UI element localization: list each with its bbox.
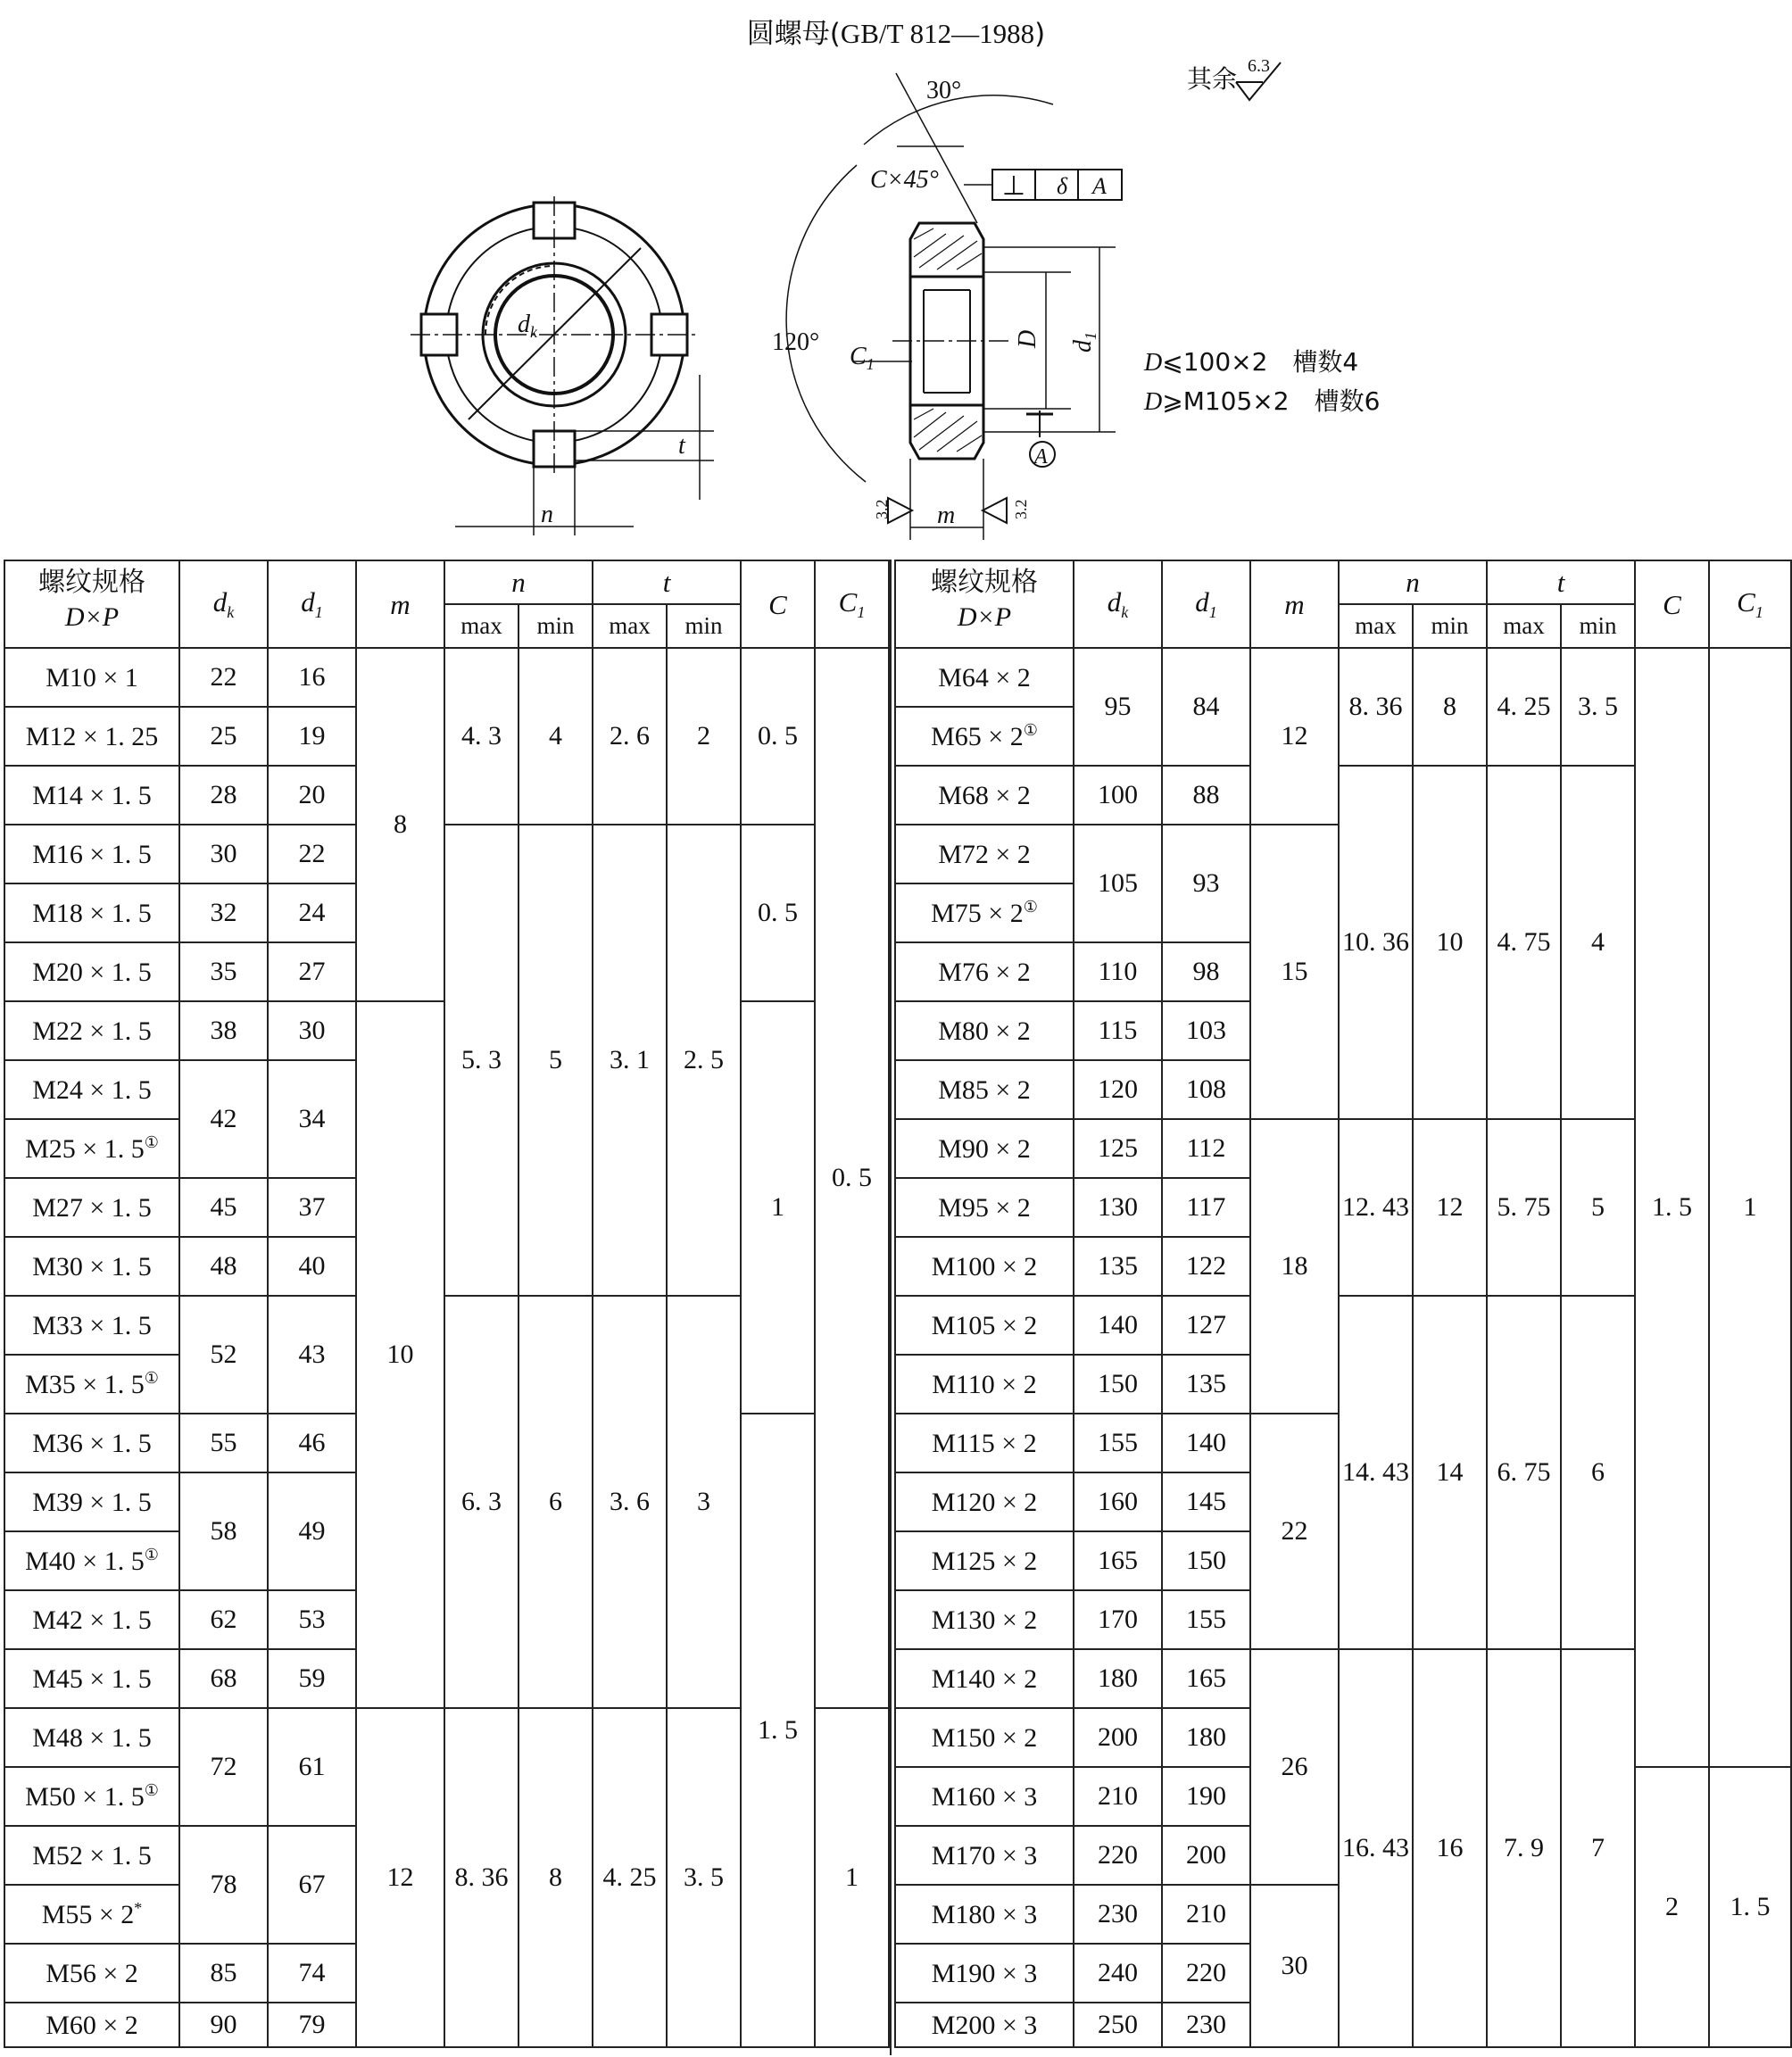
table-cell: 15 bbox=[1250, 825, 1339, 1119]
table-cell: 105 bbox=[1074, 825, 1162, 942]
table-cell: 165 bbox=[1162, 1649, 1250, 1708]
m-label: m bbox=[937, 502, 956, 529]
angle-30-label: 30° bbox=[926, 77, 962, 104]
n-label: n bbox=[541, 501, 553, 528]
table-cell: 98 bbox=[1162, 942, 1250, 1001]
table-cell: 5. 3 bbox=[444, 825, 519, 1296]
table-cell: M36 × 1. 5 bbox=[4, 1414, 179, 1472]
table-cell: 90 bbox=[179, 2003, 268, 2047]
table-cell: 62 bbox=[179, 1590, 268, 1649]
table-cell: 35 bbox=[179, 942, 268, 1001]
table-cell: M60 × 2 bbox=[4, 2003, 179, 2047]
table-cell: 103 bbox=[1162, 1001, 1250, 1060]
header-C1: $C_1$ bbox=[1709, 560, 1791, 648]
table-cell: 14. 43 bbox=[1339, 1296, 1413, 1649]
header-n: n bbox=[1339, 560, 1487, 604]
table-cell: 85 bbox=[179, 1944, 268, 2003]
table-cell: 122 bbox=[1162, 1237, 1250, 1296]
table-cell: 12. 43 bbox=[1339, 1119, 1413, 1296]
table-cell: 6. 75 bbox=[1487, 1296, 1561, 1649]
table-cell: 0. 5 bbox=[815, 648, 889, 1708]
table-cell: 49 bbox=[268, 1472, 356, 1590]
spec-table-right bbox=[894, 560, 1792, 2048]
note-slots-6: D⩾M105×2 槽数6 bbox=[1144, 386, 1381, 416]
c1-label: $C_1$ bbox=[850, 343, 875, 373]
table-cell: 140 bbox=[1162, 1414, 1250, 1472]
header-n-min: min bbox=[1413, 604, 1487, 648]
table-cell: 1 bbox=[815, 1708, 889, 2047]
roughness-right: 3.2 bbox=[1012, 499, 1030, 519]
table-cell: 135 bbox=[1162, 1355, 1250, 1414]
header-dk: $d_k$ bbox=[1074, 560, 1162, 648]
spec-table-left bbox=[4, 560, 890, 2048]
table-cell: M150 × 2 bbox=[895, 1708, 1074, 1767]
table-cell: 3. 5 bbox=[667, 1708, 741, 2047]
table-cell: 95 bbox=[1074, 648, 1162, 766]
table-cell: 16 bbox=[268, 648, 356, 707]
header-spec: 螺纹规格 D×P bbox=[895, 560, 1074, 648]
table-cell: 112 bbox=[1162, 1119, 1250, 1178]
table-cell: 30 bbox=[1250, 1885, 1339, 2047]
table-cell: 125 bbox=[1074, 1119, 1162, 1178]
table-cell: 180 bbox=[1162, 1708, 1250, 1767]
table-cell: 45 bbox=[179, 1178, 268, 1237]
table-cell: 78 bbox=[179, 1826, 268, 1944]
table-cell: 0. 5 bbox=[741, 825, 815, 1001]
table-cell: 79 bbox=[268, 2003, 356, 2047]
table-cell: 4 bbox=[519, 648, 593, 825]
table-cell: 6 bbox=[1561, 1296, 1635, 1649]
table-cell: 1. 5 bbox=[1635, 648, 1709, 1767]
table-cell: 12 bbox=[356, 1708, 444, 2047]
table-cell: 240 bbox=[1074, 1944, 1162, 2003]
header-t: t bbox=[593, 560, 741, 604]
table-cell: M25 × 1. 5① bbox=[4, 1119, 179, 1178]
table-cell: M50 × 1. 5① bbox=[4, 1767, 179, 1826]
table-cell: 53 bbox=[268, 1590, 356, 1649]
table-cell: 20 bbox=[268, 766, 356, 825]
table-cell: 155 bbox=[1162, 1590, 1250, 1649]
table-cell: 160 bbox=[1074, 1472, 1162, 1531]
table-cell: M30 × 1. 5 bbox=[4, 1237, 179, 1296]
table-cell: 10. 36 bbox=[1339, 766, 1413, 1119]
table-cell: 2 bbox=[667, 648, 741, 825]
table-cell: 72 bbox=[179, 1708, 268, 1826]
table-cell: 6. 3 bbox=[444, 1296, 519, 1708]
datum-label: A bbox=[1034, 445, 1048, 469]
table-cell: 22 bbox=[179, 648, 268, 707]
table-cell: M40 × 1. 5① bbox=[4, 1531, 179, 1590]
table-cell: 8 bbox=[356, 648, 444, 1001]
table-cell: 10 bbox=[356, 1001, 444, 1708]
table-cell: M27 × 1. 5 bbox=[4, 1178, 179, 1237]
table-cell: 4. 25 bbox=[1487, 648, 1561, 766]
table-cell: M48 × 1. 5 bbox=[4, 1708, 179, 1767]
table-cell: M35 × 1. 5① bbox=[4, 1355, 179, 1414]
table-cell: 200 bbox=[1162, 1826, 1250, 1885]
table-cell: 88 bbox=[1162, 766, 1250, 825]
table-cell: 200 bbox=[1074, 1708, 1162, 1767]
table-cell: 93 bbox=[1162, 825, 1250, 942]
table-cell: 1. 5 bbox=[741, 1414, 815, 2047]
table-cell: 26 bbox=[1250, 1649, 1339, 1885]
table-cell: 180 bbox=[1074, 1649, 1162, 1708]
table-cell: M52 × 1. 5 bbox=[4, 1826, 179, 1885]
table-cell: 16 bbox=[1413, 1649, 1487, 2047]
note-slots-4: D⩽100×2 槽数4 bbox=[1144, 347, 1359, 377]
table-cell: 84 bbox=[1162, 648, 1250, 766]
table-cell: 37 bbox=[268, 1178, 356, 1237]
table-cell: M18 × 1. 5 bbox=[4, 883, 179, 942]
table-cell: 30 bbox=[268, 1001, 356, 1060]
table-cell: M16 × 1. 5 bbox=[4, 825, 179, 883]
table-cell: 27 bbox=[268, 942, 356, 1001]
table-cell: 43 bbox=[268, 1296, 356, 1414]
table-cell: M125 × 2 bbox=[895, 1531, 1074, 1590]
table-cell: M45 × 1. 5 bbox=[4, 1649, 179, 1708]
front-view bbox=[411, 196, 714, 535]
header-m: m bbox=[356, 560, 444, 648]
table-cell: M85 × 2 bbox=[895, 1060, 1074, 1119]
table-cell: 67 bbox=[268, 1826, 356, 1944]
table-cell: 2 bbox=[1635, 1767, 1709, 2047]
table-cell: M33 × 1. 5 bbox=[4, 1296, 179, 1355]
table-cell: M76 × 2 bbox=[895, 942, 1074, 1001]
table-cell: 8. 36 bbox=[1339, 648, 1413, 766]
table-cell: 68 bbox=[179, 1649, 268, 1708]
table-cell: 34 bbox=[268, 1060, 356, 1178]
header-m: m bbox=[1250, 560, 1339, 648]
table-cell: 2. 5 bbox=[667, 825, 741, 1296]
header-t-max: max bbox=[593, 604, 667, 648]
table-cell: 127 bbox=[1162, 1296, 1250, 1355]
table-cell: 5 bbox=[1561, 1119, 1635, 1296]
table-cell: M56 × 2 bbox=[4, 1944, 179, 2003]
table-cell: M24 × 1. 5 bbox=[4, 1060, 179, 1119]
table-cell: 55 bbox=[179, 1414, 268, 1472]
table-cell: M140 × 2 bbox=[895, 1649, 1074, 1708]
tol-value: δ bbox=[1056, 173, 1068, 199]
table-cell: 0. 5 bbox=[741, 648, 815, 825]
header-n: n bbox=[444, 560, 593, 604]
table-cell: M72 × 2 bbox=[895, 825, 1074, 883]
table-cell: 110 bbox=[1074, 942, 1162, 1001]
table-cell: 6 bbox=[519, 1296, 593, 1708]
table-cell: 16. 43 bbox=[1339, 1649, 1413, 2047]
table-cell: 4. 75 bbox=[1487, 766, 1561, 1119]
table-cell: M39 × 1. 5 bbox=[4, 1472, 179, 1531]
table-cell: M12 × 1. 25 bbox=[4, 707, 179, 766]
table-cell: 28 bbox=[179, 766, 268, 825]
header-t: t bbox=[1487, 560, 1635, 604]
table-cell: M200 × 3 bbox=[895, 2003, 1074, 2047]
table-cell: 3. 5 bbox=[1561, 648, 1635, 766]
table-cell: 8 bbox=[519, 1708, 593, 2047]
table-cell: M120 × 2 bbox=[895, 1472, 1074, 1531]
table-cell: M55 × 2* bbox=[4, 1885, 179, 1944]
header-d1: $d_1$ bbox=[1162, 560, 1250, 648]
table-cell: M80 × 2 bbox=[895, 1001, 1074, 1060]
table-cell: 150 bbox=[1074, 1355, 1162, 1414]
table-cell: 8. 36 bbox=[444, 1708, 519, 2047]
table-cell: 38 bbox=[179, 1001, 268, 1060]
table-cell: M10 × 1 bbox=[4, 648, 179, 707]
table-cell: M90 × 2 bbox=[895, 1119, 1074, 1178]
table-cell: 210 bbox=[1074, 1767, 1162, 1826]
table-cell: 2. 6 bbox=[593, 648, 667, 825]
table-cell: 170 bbox=[1074, 1590, 1162, 1649]
table-cell: 230 bbox=[1162, 2003, 1250, 2047]
table-cell: 22 bbox=[1250, 1414, 1339, 1649]
header-d1: $d_1$ bbox=[268, 560, 356, 648]
table-cell: M65 × 2① bbox=[895, 707, 1074, 766]
page-title: 圆螺母(GB/T 812—1988) bbox=[746, 18, 1046, 50]
table-cell: 18 bbox=[1250, 1119, 1339, 1414]
header-t-min: min bbox=[667, 604, 741, 648]
table-cell: M14 × 1. 5 bbox=[4, 766, 179, 825]
table-cell: 120 bbox=[1074, 1060, 1162, 1119]
tol-datum: A bbox=[1092, 173, 1107, 199]
table-cell: M115 × 2 bbox=[895, 1414, 1074, 1472]
d1-dim-label: $d_1$ bbox=[1069, 332, 1099, 353]
table-cell: 12 bbox=[1250, 648, 1339, 825]
D-dim-label: D bbox=[1014, 329, 1041, 348]
table-cell: 145 bbox=[1162, 1472, 1250, 1531]
table-cell: 230 bbox=[1074, 1885, 1162, 1944]
table-cell: M130 × 2 bbox=[895, 1590, 1074, 1649]
table-cell: 22 bbox=[268, 825, 356, 883]
table-cell: M42 × 1. 5 bbox=[4, 1590, 179, 1649]
table-cell: M75 × 2① bbox=[895, 883, 1074, 942]
chamfer-label: C×45° bbox=[870, 166, 939, 194]
table-cell: 1 bbox=[741, 1001, 815, 1414]
table-cell: M180 × 3 bbox=[895, 1885, 1074, 1944]
table-cell: 30 bbox=[179, 825, 268, 883]
table-cell: 46 bbox=[268, 1414, 356, 1472]
table-cell: M110 × 2 bbox=[895, 1355, 1074, 1414]
table-cell: 190 bbox=[1162, 1767, 1250, 1826]
table-cell: 4. 3 bbox=[444, 648, 519, 825]
table-cell: M170 × 3 bbox=[895, 1826, 1074, 1885]
round-nut-drawing bbox=[0, 0, 1792, 558]
table-cell: 108 bbox=[1162, 1060, 1250, 1119]
table-cell: 155 bbox=[1074, 1414, 1162, 1472]
header-spec: 螺纹规格 D×P bbox=[4, 560, 179, 648]
header-n-max: max bbox=[1339, 604, 1413, 648]
table-cell: 8 bbox=[1413, 648, 1487, 766]
header-dk: $d_k$ bbox=[179, 560, 268, 648]
roughness-left: 3.2 bbox=[873, 499, 891, 519]
table-cell: 3. 1 bbox=[593, 825, 667, 1296]
table-cell: 25 bbox=[179, 707, 268, 766]
table-cell: M64 × 2 bbox=[895, 648, 1074, 707]
table-cell: M105 × 2 bbox=[895, 1296, 1074, 1355]
header-n-max: max bbox=[444, 604, 519, 648]
header-n-min: min bbox=[519, 604, 593, 648]
table-cell: 140 bbox=[1074, 1296, 1162, 1355]
table-cell: 42 bbox=[179, 1060, 268, 1178]
table-cell: 19 bbox=[268, 707, 356, 766]
roughness-value: 6.3 bbox=[1248, 56, 1270, 76]
table-separator bbox=[890, 560, 892, 2055]
header-t-max: max bbox=[1487, 604, 1561, 648]
table-cell: 48 bbox=[179, 1237, 268, 1296]
angle-120-label: 120° bbox=[772, 328, 820, 356]
table-cell: 220 bbox=[1074, 1826, 1162, 1885]
header-t-min: min bbox=[1561, 604, 1635, 648]
roughness-label: 其余 bbox=[1187, 64, 1238, 94]
table-cell: 220 bbox=[1162, 1944, 1250, 2003]
table-cell: 10 bbox=[1413, 766, 1487, 1119]
table-cell: M160 × 3 bbox=[895, 1767, 1074, 1826]
table-cell: 7. 9 bbox=[1487, 1649, 1561, 2047]
table-cell: 150 bbox=[1162, 1531, 1250, 1590]
table-cell: 40 bbox=[268, 1237, 356, 1296]
table-cell: 7 bbox=[1561, 1649, 1635, 2047]
table-cell: 3 bbox=[667, 1296, 741, 1708]
table-cell: 14 bbox=[1413, 1296, 1487, 1649]
header-C: C bbox=[741, 560, 815, 648]
table-cell: 250 bbox=[1074, 2003, 1162, 2047]
table-cell: 117 bbox=[1162, 1178, 1250, 1237]
table-cell: 32 bbox=[179, 883, 268, 942]
table-cell: 52 bbox=[179, 1296, 268, 1414]
table-cell: 1. 5 bbox=[1709, 1767, 1791, 2047]
header-C1: $C_1$ bbox=[815, 560, 889, 648]
table-cell: M22 × 1. 5 bbox=[4, 1001, 179, 1060]
perpendicular-icon: ⊥ bbox=[1001, 171, 1026, 201]
table-cell: 4 bbox=[1561, 766, 1635, 1119]
table-cell: 115 bbox=[1074, 1001, 1162, 1060]
table-cell: 100 bbox=[1074, 766, 1162, 825]
table-cell: 4. 25 bbox=[593, 1708, 667, 2047]
table-cell: 135 bbox=[1074, 1237, 1162, 1296]
table-cell: 24 bbox=[268, 883, 356, 942]
table-cell: M68 × 2 bbox=[895, 766, 1074, 825]
table-cell: 59 bbox=[268, 1649, 356, 1708]
table-cell: 58 bbox=[179, 1472, 268, 1590]
table-cell: 12 bbox=[1413, 1119, 1487, 1296]
table-cell: 5 bbox=[519, 825, 593, 1296]
t-label: t bbox=[678, 432, 685, 460]
table-cell: 165 bbox=[1074, 1531, 1162, 1590]
table-cell: M190 × 3 bbox=[895, 1944, 1074, 2003]
table-cell: M100 × 2 bbox=[895, 1237, 1074, 1296]
table-cell: 1 bbox=[1709, 648, 1791, 1767]
table-cell: 5. 75 bbox=[1487, 1119, 1561, 1296]
table-cell: 210 bbox=[1162, 1885, 1250, 1944]
table-cell: M20 × 1. 5 bbox=[4, 942, 179, 1001]
header-C: C bbox=[1635, 560, 1709, 648]
dk-label: $d_k$ bbox=[518, 311, 537, 341]
table-cell: 61 bbox=[268, 1708, 356, 1826]
table-cell: 74 bbox=[268, 1944, 356, 2003]
table-cell: 3. 6 bbox=[593, 1296, 667, 1708]
table-cell: 130 bbox=[1074, 1178, 1162, 1237]
table-cell: M95 × 2 bbox=[895, 1178, 1074, 1237]
